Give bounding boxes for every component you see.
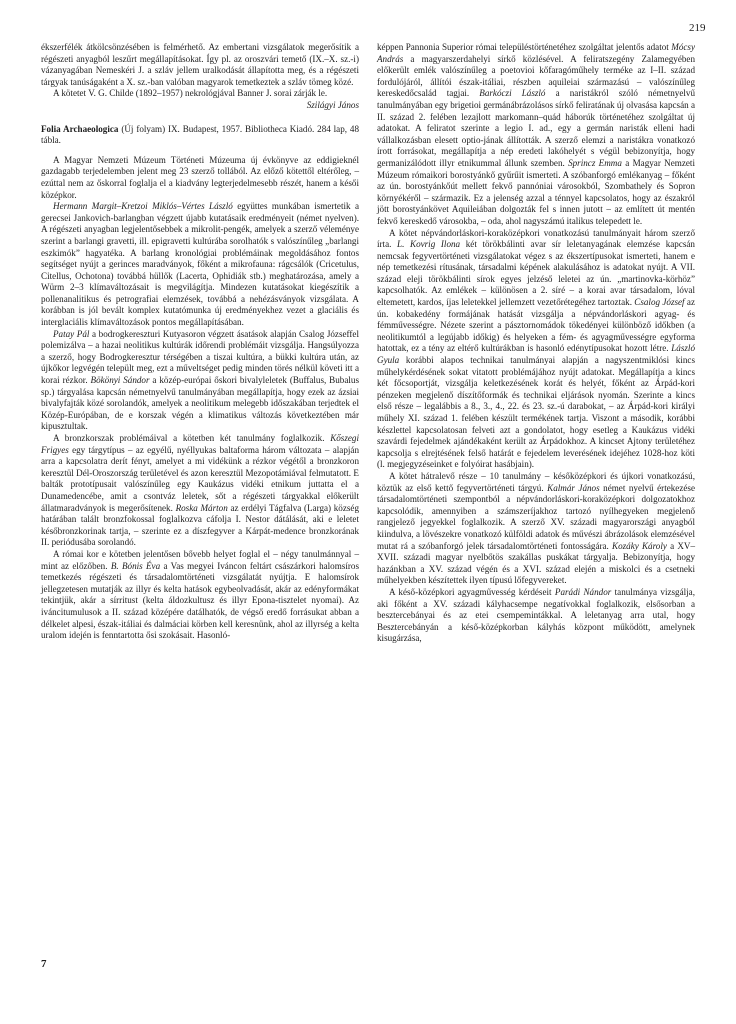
author-name: Kozáky Károly bbox=[612, 540, 667, 551]
author-name: László Gyula bbox=[377, 343, 695, 366]
author-name: Barkóczi László bbox=[479, 88, 546, 99]
printer-signature-mark: 7 bbox=[41, 958, 47, 970]
paragraph bbox=[377, 587, 695, 645]
author-name: L. Kovrig Ilona bbox=[397, 239, 461, 250]
paragraph-text: a közép-európai őskori bivalyleletek (Buffalus, Bubalus sp.) tárgyalása kapcsán németnyelvű tanulmányában megállapítja, hogy ezek az ázsiai bivalyfajták közé sorolandók, amelyek a neolitikum melegebb időszakában terjedtek el Közép-Európában, de e korszak végén a klimatikus változás következtében már kipusztultak. bbox=[41, 375, 359, 432]
paragraph bbox=[41, 549, 359, 642]
paragraph-text: az ún. kobakedény formájának hatását vizsgálja a népvándorláskori agyag- és fémművességre. Nézete szerint a pásztornomádok tökedényei különböző időkben (a neolitikumtól a legújabb időkig) és helyeken a fém- és agyagművességre egyforma hatottak, ez a tény az eltérő kultúrákban is hasonló edénytípusokat hozott létre. bbox=[377, 297, 695, 354]
paragraph-text: tanulmánya vizsgálja, aki főként a XV. századi kályhacsempe negatívokkal foglalkozik, elsősorban a besztercebányai és az etei csempemintákkal. A leletanyag arra utal, hogy Besztercebányán a késő-középkorban kályhás központ működött, amelynek kisugárzása, bbox=[377, 586, 695, 644]
author-name: Sprincz Emma bbox=[568, 157, 622, 168]
paragraph-text: A késő-középkori agyagművesség kérdéseit bbox=[389, 586, 555, 597]
paragraph-text: A kötet népvándorláskori-koraközépkori vonatkozású tanulmányait három szerző írta. bbox=[377, 227, 695, 250]
right-column bbox=[377, 42, 695, 645]
paragraph-text: az erdélyi Tágfalva (Larga) község határában talált bronzfokossal foglalkozva cáfolja I. Nestor dátálását, aki e leletet későbronzkorinak tartja, – szerinte ez a díszfegyver a Kárpát-medence bronzkorának II. periódusába sorolandó. bbox=[41, 502, 359, 548]
paragraph-text: a naristákról szóló németnyelvű tanulmányában egy brigetioi germánábrázolásos sírkő feliratának új olvasása kapcsán a II. század 2. felében lezajlott markomann–quád háborúk történetéhez szolgáltat új adatokat. A feliratot szerinte a legio I. ad., egy a germán naristák elleni hadi vállalkozásban elesett optio-jának állították. A szerző elemzi a naristákra vonatkozó írott forrásokat, megállapítja a nép eredeti lakóhelyét s végül bebizonyítja, hogy germanizálódott illyr etnikummal állunk szemben. bbox=[377, 88, 696, 168]
paragraph bbox=[41, 201, 359, 329]
left-column bbox=[41, 42, 359, 642]
book-details: (Új folyam) IX. Budapest, 1957. Bibliotheca Kiadó. 284 lap, 48 tábla. bbox=[41, 123, 359, 146]
paragraph: ékszerfélék átkölcsönzésében is felmérhető. Az embertani vizsgálatok megerősítik a régészeti anyagból leszűrt megállapításokat. Így pl. az oroszvári temető (IX.–X. sz.-i) vázanyagában Nemeskéri J. a szláv jellem uralkodását állapította meg, és a régészeti tárgyak tanúságaként a X. sz.-ban valóban magyarok temetkeztek a szláv tömeg közé. bbox=[41, 42, 359, 87]
author-name: Patay Pál bbox=[53, 328, 90, 339]
paragraph-text: A kötet hátralevő része – 10 tanulmány – későközépkori és újkori vonatkozású, köztük az első kettő fegyvertörténeti tárgyú. bbox=[377, 470, 695, 493]
author-name: Kőszegi Frigyes bbox=[41, 433, 359, 455]
paragraph bbox=[377, 471, 695, 587]
paragraph-text: képpen Pannonia Superior római településtörténetéhez szolgáltat jelentős adatot bbox=[377, 42, 672, 52]
paragraph-text: a XV–XVII. századi magyar nyelbőtös szakállas puskákat tárgyalja. Bebizonyítja, hogy hazánkban a XV. század végén és a XVI. század elején a miskolci és a csetneki műhelyekben készítettek ilyen típusú lőfegyvereket. bbox=[377, 540, 696, 586]
paragraph-text: a magyarszerdahelyi sírkő közlésével. A feliratszegény Zalamegyében előkerült emlék valószínűleg a poetovioi kőfaragóműhely terméke az I–II. század fordulójáról, állítói észak-itáliai, részben aquileiai származású – valószínűleg kereskedőcsalád tagjai. bbox=[377, 53, 695, 99]
paragraph: A kötetet V. G. Childe (1892–1957) nekrológjával Banner J. sorai zárják le. bbox=[53, 88, 328, 99]
paragraph-text: együttes munkában ismertetik a gerecsei Jankovich-barlangban végzett újabb kutatásaik eredményeit (német nyelven). A régészeti anyagban legjelentősebbek a mikrolit-pengék, amelyek a szerző véleménye szerint a barlangi gravetti, ill. epigravetti kultúrába sorolhatók s valószínűleg „barlangi eszkimók” hagyatéka. A barlang kronológiai problémáinak megoldásához fontos segítséget nyújt a gerinces maradványok, főként a mikrofauna: rágcsálók (Cricetulus, Citellus, Ochotona) továbbá hüllők (Lacerta, Ophidiák stb.) meghatározása, amely a Würm 2–3 klímaváltozásait is megvilágítja. Mindezen kutatásokat kiegészítik a pollenanalitikus és petrografiai elemzések, továbbá a nehézásványok vizsgálata. A korábban is jól bevált komplex kutatómunka új eredményekhez vezet a glaciális és interglaciális klímaváltozások pontos megállapításában. bbox=[41, 201, 359, 328]
reviewer-signature: Szilágyi János bbox=[306, 99, 359, 110]
paragraph-text: két törökbálinti avar sír leletanyagának elemzése kapcsán nemcsak fegyvertörténeti vizsgálatokat végez s az ékszertípusokat ismerteti, hanem e nép temetkezési rítusának, társadalmi képének alakulásához is adatokat nyújt. A VII. század eleji törökbálinti sírok egyes jelzéső leletei az ún. „martinovka-körhöz” kapcsolhatók. Az emlékek – különösen a 2. síré – a korai avar társadalom, lóval eltemetett, kardos, íjas leletekkel jellemzett vezetőrétegéhez tartoztak. bbox=[377, 239, 695, 308]
page-number: 219 bbox=[689, 22, 706, 34]
author-name: Roska Márton bbox=[175, 502, 228, 513]
paragraph bbox=[377, 228, 695, 471]
author-name: Mócsy András bbox=[377, 42, 695, 64]
paragraph-text: a bodrogkereszturi Kutyasoron végzett ásatások alapján Csalog Józseffel polemizálva – a hazai neolitikus kultúrák időrendi problémáit vizsgálja. Hangsúlyozza a szerző, hogy Bodrogkeresztur térségében a tiszai kultúra, a bükki kultúra után, az újkőkor legvégén települt meg, ezt a műveltséget pedig minden törés nélkül követi itt a korai rézkor. bbox=[41, 328, 359, 386]
author-name: Hermann Margit–Kretzoi Miklós–Vértes László bbox=[53, 201, 233, 212]
paragraph-text: a Magyar Nemzeti Múzeum rómaikori borostyánkő gyűrűit ismerteti. A szóbanforgó emlékanyag – főként az ún. borostyánkőút mellett fekvő pannóniai városokból, Szombathely és Sopron környékéről – származik. Ez a jelenség azzal a ténnyel kapcsolatos, hogy az északról jött borostyánkövet Aquileiában dolgozták fel s innen jutott – az említett út mentén fekvő kereskedő városokba, – oda, ahol nagyszámú italikus telepedett le. bbox=[377, 157, 695, 226]
paragraph bbox=[41, 329, 359, 433]
paragraph-text: A bronzkorszak problémáival a kötetben két tanulmány foglalkozik. bbox=[53, 433, 331, 443]
paragraph-text: A római kor e kötetben jelentősen bővebb helyet foglal el – négy tanulmánnyal – mint az előzőben. bbox=[41, 548, 359, 571]
author-name: Parádi Nándor bbox=[554, 586, 612, 597]
paragraph: A Magyar Nemzeti Múzeum Történeti Múzeuma új évkönyve az eddigieknél gazdagabb terjedelemben jelent meg 23 szerző tollából. Az előző kötettől eltérőleg, – ezúttal nem az őskorral foglalja el a kiadvány legterjedelmesebb részét, hanem a késői középkor. bbox=[41, 154, 359, 200]
paragraph-text: német nyelvű értekezése társadalomtörténeti szempontból a népvándorláskori-koraközépkori dolgozatokhoz kapcsolódik, amennyiben a számszeríjakhoz tartozó nyílhegyeken megjelenő rangjelező jegyekkel foglalkozik. A szerző XV. századi magyarországi anyagból kiindulva, a lövészekre vonatkozó külföldi adatok és művészi ábrázolások elemzésével mutat rá a szóbanforgó jelek társadalomtörténeti fontosságára. bbox=[377, 482, 695, 551]
author-name: B. Bónis Éva bbox=[110, 560, 161, 571]
book-title: Folia Archaeologica bbox=[41, 123, 119, 134]
paragraph-text: a Vas megyei Iváncon feltárt császárkori halomsíros temetkezés régészeti és társadalomtörténeti vizsgálatát nyújtja. E halomsírok jellegzetesen mutatják az illyr és kelta hatások egybeolvadását, akár az edényformákat tekintjük, akár a sírritust (kelta áldozkultusz és illyr Epona-tisztelet nyomai). Az iváncitumulusok a II. század középére datálhatók, de végső eredő forrásukat abban a délkelet alpesi, észak-itáliai és dalmáciai körben kell keresnünk, ahol az illyrség a kelta uralom idején is fenntartotta ősi szokásait. Hasonló- bbox=[41, 560, 359, 641]
author-name: Bökönyi Sándor bbox=[90, 375, 150, 386]
author-name: Csalog József bbox=[634, 297, 685, 308]
paragraph bbox=[377, 42, 695, 228]
paragraph-text: korábbi alapos technikai tanulmányai alapján a nagyszentmiklósi kincs műhelykérdésének sokat vitatott problémájához nyújt adatokat. Megállapítja a kincs két főcsoportját, vizsgálja keletkezésének korát és helyét, főként az Árpád-kori pénzeken megjelenő díszítőformák és technikai eljárások nyomán. Szerinte a kincs első része – legalábbis a 8., 3., 4., 22. és 23. sz.-ú darabokat, – az Árpád-kori királyi műhely XI. század 1. felében készült termékének tartja. Viszont a második, korábbi készlettel kapcsolatosan felveti azt a gondolatot, hogy esetleg a Kaukázus vidéki szavárdi fejedelmek ajándékaként került az Árpádokhoz. A kincset Ajtony területéhez kapcsolja s elrejtésének felső határát e fejedelem leverésének idejéhez 1028-hoz köti (l. megjegyzéseinket e folyóirat hasábjain). bbox=[377, 355, 695, 470]
author-name: Kalmár János bbox=[547, 482, 600, 493]
paragraph bbox=[41, 433, 359, 549]
paragraph-text: egy tárgytípus – az egyélű, nyéllyukas baltaforma három változata – alapján arra a kapcsolatra derít fényt, amelyet a mi vidékünk a rézkor végétől a bronzkoron keresztül Dél-Oroszország területével és azon keresztül Mezopotámiával felmutatott. E balták prototípusait valószínűleg egy Kaukázus vidéki etnikum juttatta el a Dunamedencébe, amit a csontváz leletek, sőt a régészeti tárgyakkal előkerült állatmaradványok is megerősítenek. bbox=[41, 444, 359, 513]
book-heading bbox=[41, 124, 359, 147]
